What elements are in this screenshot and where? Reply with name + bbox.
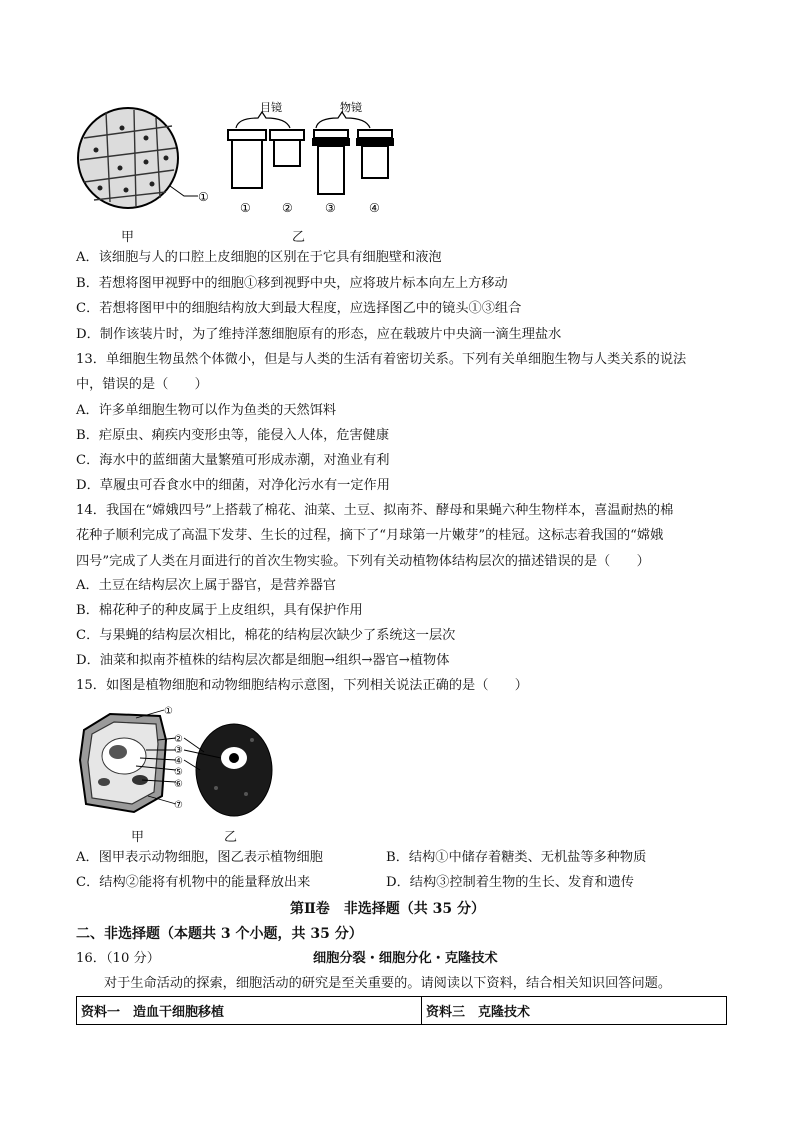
q13-stem-line1: 13．单细胞生物虽然个体微小，但是与人类的生活有着密切关系。下列有关单细胞生物与人类关系的说法 bbox=[76, 352, 687, 367]
objective-lens-3 bbox=[312, 130, 350, 194]
figure2-label-jia: 甲 bbox=[131, 830, 145, 845]
q13-option-b: B．疟原虫、痢疾内变形虫等，能侵入人体，危害健康 bbox=[76, 428, 390, 443]
eyepiece-lens-1 bbox=[228, 130, 266, 188]
lens-number-3: ③ bbox=[325, 201, 336, 215]
eyepiece-lens-2 bbox=[270, 130, 304, 166]
q14-stem-line1: 14．我国在“嫦娥四号”上搭载了棉花、油菜、土豆、拟南芥、酵母和果蝇六种生物样本，喜温耐热的棉 bbox=[76, 503, 674, 518]
eyepiece-label: 目镜 bbox=[260, 101, 282, 114]
q13-option-d: D．草履虫可吞食水中的细菌，对净化污水有一定作用 bbox=[76, 478, 390, 493]
animal-cell-image bbox=[196, 724, 272, 816]
structure-number-4: ④ bbox=[174, 756, 183, 767]
figure2-label-yi: 乙 bbox=[224, 830, 238, 845]
part2-title: 第Ⅱ卷 非选择题（共 35 分） bbox=[290, 901, 486, 917]
q14-option-a: A．土豆在结构层次上属于器官，是营养器官 bbox=[76, 578, 337, 593]
q14-option-c: C．与果蝇的结构层次相比，棉花的结构层次缺少了系统这一层次 bbox=[76, 628, 456, 643]
q14-option-d: D．油菜和拟南芥植株的结构层次都是细胞→组织→器官→植物体 bbox=[76, 653, 450, 668]
q13-option-c: C．海水中的蓝细菌大量繁殖可形成赤潮，对渔业有利 bbox=[76, 453, 390, 468]
q16-intro: 对于生命活动的探索，细胞活动的研究是至关重要的。请阅读以下资料，结合相关知识回答问题。 bbox=[104, 976, 672, 991]
microscope-field-image bbox=[78, 108, 198, 208]
q12-option-c: C．若想将图甲中的细胞结构放大到最大程度，应选择图乙中的镜头①③组合 bbox=[76, 301, 522, 316]
cell-pointer-number: ① bbox=[198, 190, 209, 204]
q15-option-b: B．结构①中储存着糖类、无机盐等多种物质 bbox=[386, 850, 647, 865]
q13-stem-line2: 中，错误的是（ ） bbox=[76, 377, 208, 392]
figure1-label-yi: 乙 bbox=[292, 230, 306, 245]
q12-option-d: D．制作该装片时，为了维持洋葱细胞原有的形态，应在载玻片中央滴一滴生理盐水 bbox=[76, 327, 562, 342]
q16-number: 16．（10 分） bbox=[76, 951, 160, 966]
objective-label: 物镜 bbox=[340, 101, 362, 114]
structure-number-2: ② bbox=[174, 734, 183, 745]
q15-option-a: A．图甲表示动物细胞，图乙表示植物细胞 bbox=[76, 850, 323, 865]
structure-number-3: ③ bbox=[174, 745, 183, 756]
figure1-label-jia: 甲 bbox=[121, 230, 135, 245]
structure-number-6: ⑥ bbox=[174, 779, 183, 790]
material-3-header: 资料三 克隆技术 bbox=[422, 997, 727, 1025]
structure-number-7: ⑦ bbox=[174, 800, 183, 811]
figure-cell-structures bbox=[76, 700, 276, 822]
materials-table bbox=[76, 996, 727, 1025]
objective-lens-4 bbox=[356, 130, 394, 178]
lens-number-1: ① bbox=[240, 201, 251, 215]
structure-number-1: ① bbox=[164, 706, 173, 717]
section2-heading: 二、非选择题（本题共 3 个小题，共 35 分） bbox=[76, 926, 363, 942]
material-1-header: 资料一 造血干细胞移植 bbox=[77, 997, 422, 1025]
q15-option-d: D．结构③控制着生物的生长、发育和遗传 bbox=[386, 875, 634, 890]
q16-topic: 细胞分裂・细胞分化・克隆技术 bbox=[313, 951, 498, 966]
q15-option-c: C．结构②能将有机物中的能量释放出来 bbox=[76, 875, 311, 890]
q12-option-a: A．该细胞与人的口腔上皮细胞的区别在于它具有细胞壁和液泡 bbox=[76, 250, 442, 265]
q15-stem: 15．如图是植物细胞和动物细胞结构示意图，下列相关说法正确的是（ ） bbox=[76, 678, 528, 693]
q13-option-a: A．许多单细胞生物可以作为鱼类的天然饵料 bbox=[76, 403, 337, 418]
lens-number-4: ④ bbox=[369, 201, 380, 215]
q14-stem-line3: 四号”完成了人类在月面进行的首次生物实验。下列有关动植物体结构层次的描述错误的是（ ） bbox=[76, 554, 650, 569]
figure-microscope bbox=[76, 98, 416, 238]
q12-option-b: B．若想将图甲视野中的细胞①移到视野中央，应将玻片标本向左上方移动 bbox=[76, 276, 508, 291]
structure-number-5: ⑤ bbox=[174, 767, 183, 778]
q14-stem-line2: 花种子顺利完成了高温下发芽、生长的过程，摘下了“月球第一片嫩芽”的桂冠。这标志着我国的“嫦娥 bbox=[76, 528, 664, 543]
lens-number-2: ② bbox=[282, 201, 293, 215]
q14-option-b: B．棉花种子的种皮属于上皮组织，具有保护作用 bbox=[76, 603, 363, 618]
